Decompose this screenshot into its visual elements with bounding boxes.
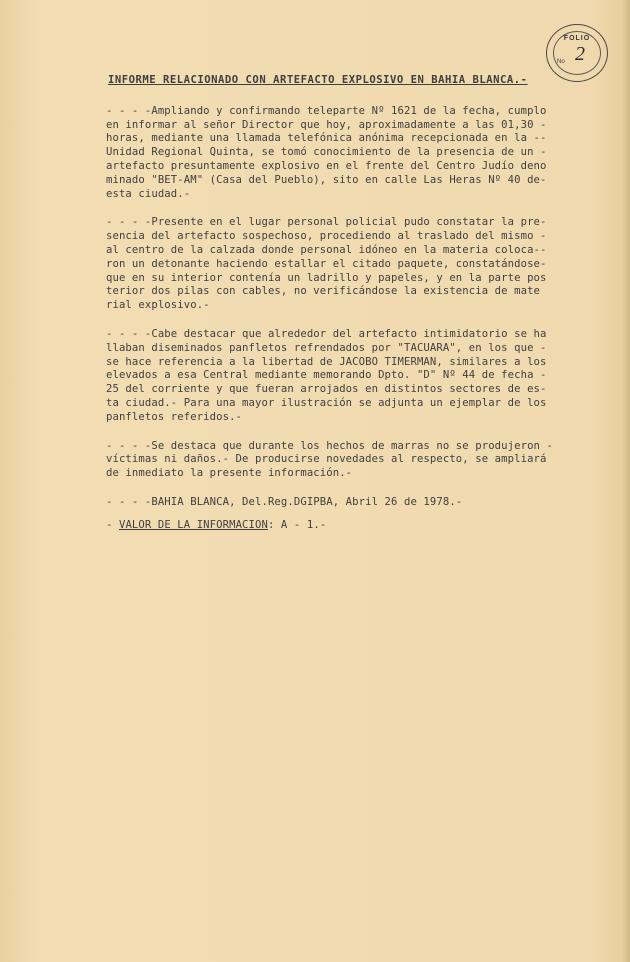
text-line: panfletos referidos.-: [106, 410, 243, 423]
folio-stamp-no-label: No: [557, 59, 565, 65]
text-line: minado "BET-AM" (Casa del Pueblo), sito en calle Las Heras Nº 40 de-: [106, 173, 547, 186]
text-line: horas, mediante una llamada telefónica anónima recepcionada en la --: [106, 132, 547, 145]
text-line: terior dos pilas con cables, no verificándose la existencia de mate: [106, 285, 541, 298]
text-line: que en su interior contenía un ladrillo y papeles, y en la parte pos: [106, 271, 547, 284]
report-title: INFORME RELACIONADO CON ARTEFACTO EXPLOSIVO EN BAHIA BLANCA.-: [108, 74, 528, 86]
text-line: sencia del artefacto sospechoso, procediendo al traslado del mismo -: [106, 230, 547, 243]
text-line: - - - -Se destaca que durante los hechos de marras no se produjeron -: [106, 439, 553, 452]
paragraph-4: [106, 440, 586, 481]
place-date-line: - - - -BAHIA BLANCA, Del.Reg.DGIPBA, Abril 26 de 1978.-: [106, 495, 463, 508]
text-line: en informar al señor Director que hoy, aproximadamente a las 01,30 -: [106, 118, 547, 131]
paragraph-3: [106, 328, 586, 425]
information-rating-value: : A - 1.-: [267, 518, 327, 531]
text-line: - - - -Presente en el lugar personal policial pudo constatar la pre-: [106, 216, 547, 229]
typed-report: [106, 74, 586, 533]
paragraph-2: [106, 216, 586, 313]
text-line: al centro de la calzada donde personal idóneo en la materia coloca--: [106, 243, 547, 256]
text-line: Unidad Regional Quinta, se tomó conocimiento de la presencia de un -: [106, 146, 547, 159]
text-line: rial explosivo.-: [106, 299, 210, 312]
text-line: elevados a esa Central mediante memorando Dpto. "D" Nº 44 de fecha -: [106, 369, 547, 382]
information-rating-prefix: -: [106, 518, 119, 531]
information-rating: [106, 519, 586, 533]
text-line: se hace referencia a la libertad de JACOBO TIMERMAN, similares a los: [106, 355, 547, 368]
text-line: esta ciudad.-: [106, 187, 191, 200]
paragraph-1: [106, 105, 586, 202]
text-line: víctimas ni daños.- De producirse novedades al respecto, se ampliará: [106, 453, 547, 466]
folio-stamp-label: FOLIO: [563, 35, 591, 42]
page-edge-shadow: [622, 0, 630, 962]
folio-stamp-number: 2: [575, 43, 585, 65]
text-line: de inmediato la presente información.-: [106, 467, 353, 480]
text-line: 25 del corriente y que fueran arrojados en distintos sectores de es-: [106, 383, 547, 396]
text-line: - - - -Ampliando y confirmando teleparte Nº 1621 de la fecha, cumplo: [106, 104, 547, 117]
text-line: llaban diseminados panfletos refrendados por "TACUARA", en los que -: [106, 341, 547, 354]
text-line: artefacto presuntamente explosivo en el frente del Centro Judío deno: [106, 159, 547, 172]
text-line: - - - -Cabe destacar que alrededor del artefacto intimidatorio se ha: [106, 327, 547, 340]
text-line: ta ciudad.- Para una mayor ilustración se adjunta un ejemplar de los: [106, 396, 547, 409]
text-line: ron un detonante haciendo estallar el citado paquete, constatándose-: [106, 257, 547, 270]
information-rating-label: VALOR DE LA INFORMACION: [118, 518, 268, 531]
